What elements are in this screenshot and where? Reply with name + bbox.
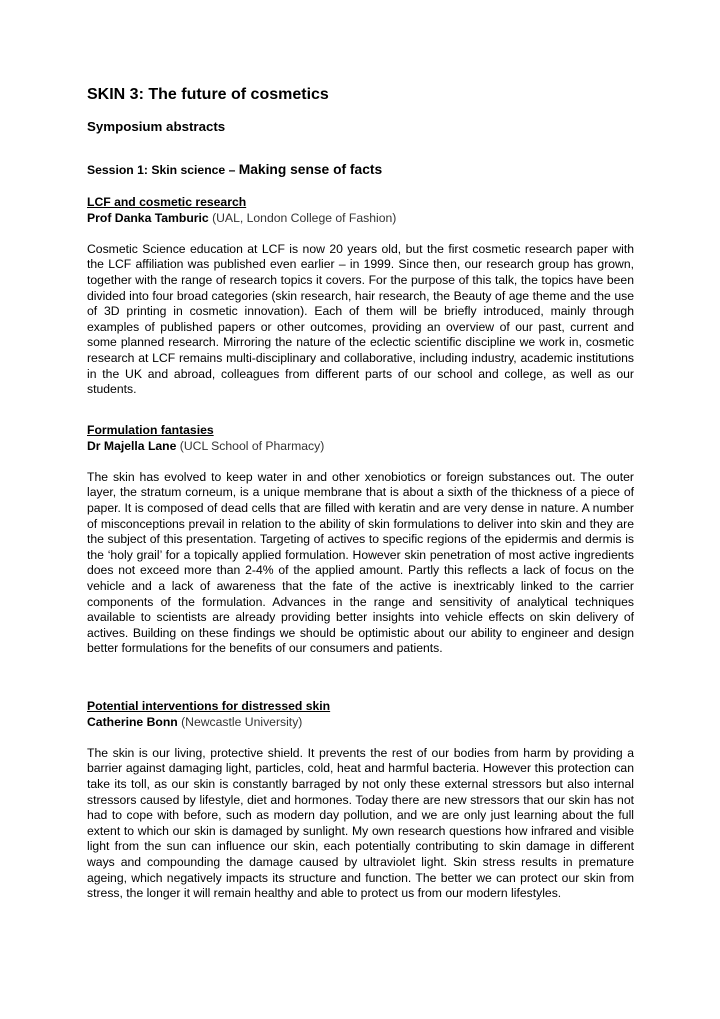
speaker-line: [87, 715, 634, 731]
abstract-body: Cosmetic Science education at LCF is now 20 years old, but the first cosmetic research paper with the LCF affiliation was published even earlier – in 1999. Since then, our research group has grown, together with the range of research topics it covers. For the purpose of this talk, the topics have been divided into four broad categories (skin research, hair research, the Beauty of age theme and the use of 3D printing in cosmetic innovation). Each of them will be briefly introduced, mainly through examples of published papers or other outcomes, providing an overview of our past, current and some planned research. Mirroring the nature of the eclectic scientific discipline we work in, cosmetic research at LCF remains multi-disciplinary and collaborative, including industry, academic institutions in the UK and abroad, colleagues from different parts of our school and college, as well as our students.: [87, 241, 634, 397]
session-heading: [87, 161, 382, 179]
session-topic: Making sense of facts: [238, 162, 383, 177]
speaker-name: Dr Majella Lane: [87, 438, 177, 453]
abstract-body: The skin is our living, protective shield. It prevents the rest of our bodies from harm by providing a barrier against damaging light, particles, cold, heat and harmful bacteria. However this protection can take its toll, as our skin is constantly barraged by not only these external stressors but also internal stressors caused by lifestyle, diet and hormones. Today there are new stressors that our skin has not had to cope with before, such as modern day pollution, and we are only just learning about the full extent to which our skin is damaged by sunlight. My own research questions how infrared and visible light from the sun can influence our skin, each potentially contributing to skin damage in different ways and compounding the damage caused by ultraviolet light. Skin stress results in premature ageing, which negatively impacts its structure and function. The better we can protect our skin from stress, the longer it will remain healthy and able to protect us from our modern lifestyles.: [87, 745, 634, 901]
abstract-title: LCF and cosmetic research: [87, 195, 247, 209]
speaker-affiliation: (UCL School of Pharmacy): [176, 438, 325, 453]
page-subtitle: Symposium abstracts: [87, 119, 226, 134]
abstract-section-formulation: [87, 423, 634, 657]
abstract-title: Potential interventions for distressed skin: [87, 699, 331, 713]
abstract-section-distressed-skin: [87, 699, 634, 902]
abstract-section-lcf: [87, 195, 634, 398]
abstract-body: The skin has evolved to keep water in and other xenobiotics or foreign substances out. The outer layer, the stratum corneum, is a unique membrane that is about a sixth of the thickness of a piece of paper. It is composed of dead cells that are filled with keratin and are very dense in nature. A number of misconceptions prevail in relation to the ability of skin formulations to deliver into skin and they are the subject of this presentation. Targeting of actives to specific regions of the epidermis and dermis is the ‘holy grail’ for a topically applied formulation. However skin penetration of most active ingredients does not exceed more than 2-4% of the applied amount. Partly this reflects a lack of focus on the vehicle and a lack of awareness that the fate of the active is inextricably linked to the carrier components of the formulation. Advances in the range and sensitivity of analytical techniques available to scientists are already providing better insights into vehicle effects on skin delivery of actives. Building on these findings we should be optimistic about our ability to engineer and design better formulations for the benefits of our consumers and patients.: [87, 469, 634, 656]
abstract-title: Formulation fantasies: [87, 423, 214, 437]
speaker-name: Prof Danka Tamburic: [87, 210, 209, 225]
speaker-name: Catherine Bonn: [87, 714, 178, 729]
page-title: SKIN 3: The future of cosmetics: [87, 86, 329, 103]
speaker-line: [87, 439, 634, 455]
session-prefix: Session 1: Skin science –: [87, 163, 239, 177]
speaker-affiliation: (Newcastle University): [177, 714, 303, 729]
speaker-affiliation: (UAL, London College of Fashion): [208, 210, 397, 225]
speaker-line: [87, 211, 634, 227]
